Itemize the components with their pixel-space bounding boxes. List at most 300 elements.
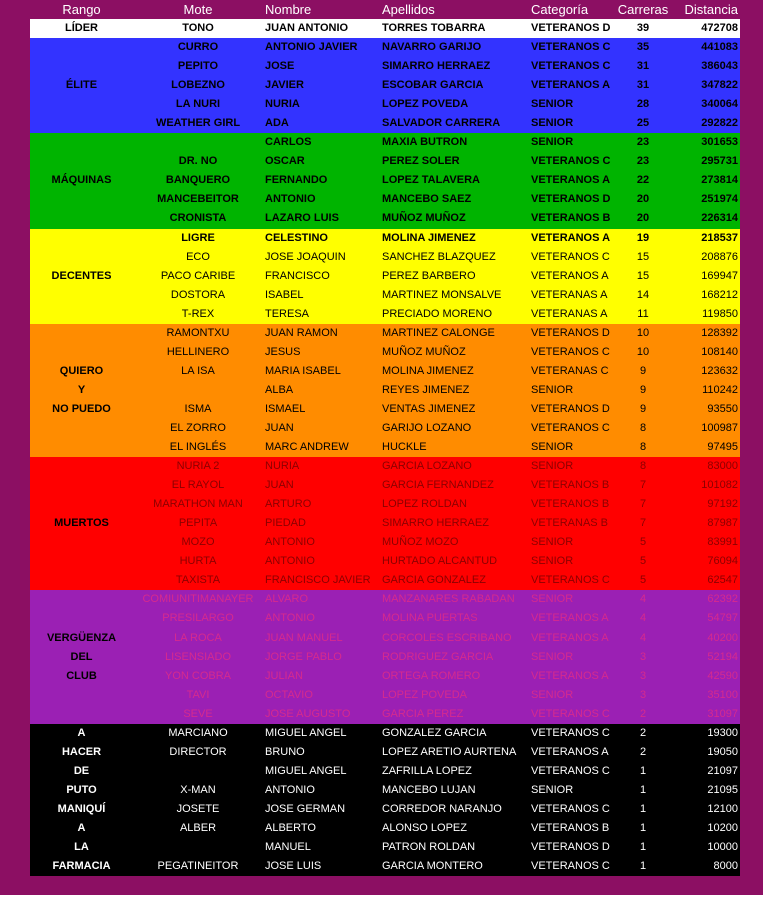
apellidos-cell: SIMARRO HERRAEZ — [382, 60, 491, 73]
nombre-cell: OSCAR — [265, 155, 305, 168]
rank-label: HACER — [61, 745, 102, 758]
nombre-cell: JUAN RAMON — [265, 326, 338, 339]
rank-label: MÁQUINAS — [51, 174, 112, 187]
table-row — [30, 95, 740, 114]
rank-group — [30, 590, 740, 723]
categoria-cell: SENIOR — [531, 593, 574, 606]
table-row — [30, 171, 740, 190]
mote-cell: PEPITO — [177, 60, 219, 73]
rank-label: ÉLITE — [65, 79, 98, 92]
mote-cell: MARATHON MAN — [153, 498, 243, 511]
apellidos-cell: ORTEGA ROMERO — [382, 669, 481, 682]
distancia-cell: 97192 — [707, 498, 738, 511]
nombre-cell: JORGE PABLO — [265, 650, 342, 663]
table-row — [30, 724, 740, 743]
apellidos-cell: SANCHEZ BLAZQUEZ — [382, 250, 496, 263]
table-row — [30, 362, 740, 381]
distancia-cell: 226314 — [701, 212, 738, 225]
apellidos-cell: PATRON ROLDAN — [382, 841, 476, 854]
mote-cell: PRESILARGO — [162, 612, 234, 625]
nombre-cell: MARC ANDREW — [265, 441, 349, 454]
mote-cell: LA NURI — [175, 98, 221, 111]
table-row — [30, 667, 740, 686]
categoria-cell: VETERANOS A — [531, 669, 609, 682]
categoria-cell: VETERANOS B — [531, 498, 610, 511]
distancia-cell: 87987 — [707, 517, 738, 530]
carreras-cell: 3 — [639, 669, 647, 682]
categoria-cell: SENIOR — [531, 98, 574, 111]
distancia-cell: 123632 — [701, 364, 738, 377]
rank-label: MANIQUÍ — [57, 802, 106, 815]
apellidos-cell: ZAFRILLA LOPEZ — [382, 764, 472, 777]
table-row — [30, 590, 740, 609]
mote-cell: MARCIANO — [168, 726, 228, 739]
nombre-cell: ADA — [265, 117, 289, 130]
mote-cell: EL ZORRO — [170, 421, 226, 434]
distancia-cell: 62547 — [707, 574, 738, 587]
header-nombre: Nombre — [265, 2, 312, 17]
apellidos-cell: GARCIA MONTERO — [382, 860, 483, 873]
carreras-cell: 31 — [636, 79, 650, 92]
rank-label: A — [77, 822, 86, 835]
carreras-cell: 9 — [639, 364, 647, 377]
nombre-cell: ISABEL — [265, 288, 304, 301]
mote-cell: TAVI — [186, 688, 210, 701]
rank-label: LÍDER — [65, 22, 98, 34]
apellidos-cell: CORCOLES ESCRIBANO — [382, 631, 512, 644]
apellidos-cell: VENTAS JIMENEZ — [382, 402, 476, 415]
rank-group — [30, 133, 740, 228]
apellidos-cell: MOLINA JIMENEZ — [382, 364, 474, 377]
nombre-cell: JUAN — [265, 421, 294, 434]
apellidos-cell: MARTINEZ CALONGE — [382, 326, 495, 339]
rank-label: A — [77, 726, 86, 739]
apellidos-cell: GARCIA PEREZ — [382, 707, 464, 720]
apellidos-cell: GARIJO LOZANO — [382, 421, 472, 434]
categoria-cell: VETERANOS C — [531, 421, 610, 434]
mote-cell: JOSETE — [176, 802, 220, 815]
carreras-cell: 3 — [639, 688, 647, 701]
categoria-cell: SENIOR — [531, 136, 574, 149]
table-row — [30, 743, 740, 762]
categoria-cell: VETERANOS B — [531, 821, 610, 834]
distancia-cell: 218537 — [701, 231, 738, 244]
distancia-cell: 40200 — [707, 631, 738, 644]
rank-label: DEL — [70, 650, 93, 663]
categoria-cell: VETERANOS A — [531, 269, 609, 282]
mote-cell: DOSTORA — [170, 288, 226, 301]
nombre-cell: FERNANDO — [265, 174, 328, 187]
mote-cell: PEPITA — [178, 517, 218, 530]
nombre-cell: BRUNO — [265, 745, 305, 758]
apellidos-cell: GARCIA FERNANDEZ — [382, 479, 494, 492]
apellidos-cell: PEREZ BARBERO — [382, 269, 476, 282]
apellidos-cell: MUÑOZ MUÑOZ — [382, 345, 466, 358]
apellidos-cell: CORREDOR NARANJO — [382, 802, 502, 815]
distancia-cell: 19050 — [707, 745, 738, 758]
distancia-cell: 97495 — [707, 441, 738, 454]
categoria-cell: VETERANOS D — [531, 326, 610, 339]
table-row — [30, 286, 740, 305]
mote-cell: DIRECTOR — [169, 745, 227, 758]
carreras-cell: 28 — [636, 98, 650, 111]
nombre-cell: JESUS — [265, 345, 301, 358]
nombre-cell: ANTONIO — [265, 536, 315, 549]
distancia-cell: 472708 — [701, 22, 738, 34]
mote-cell: EL INGLÉS — [169, 441, 227, 454]
rank-label: LA — [74, 841, 89, 854]
distancia-cell: 62392 — [707, 593, 738, 606]
nombre-cell: CELESTINO — [265, 231, 328, 244]
distancia-cell: 10200 — [707, 821, 738, 834]
table-row — [30, 514, 740, 533]
table-row — [30, 19, 740, 38]
categoria-cell: VETERANAS B — [531, 517, 609, 530]
apellidos-cell: HUCKLE — [382, 441, 427, 454]
carreras-cell: 20 — [636, 193, 650, 206]
carreras-cell: 35 — [636, 41, 650, 54]
distancia-cell: 42590 — [707, 669, 738, 682]
rank-group — [30, 457, 740, 590]
apellidos-cell: MOLINA PUERTAS — [382, 612, 478, 625]
categoria-cell: VETERANAS C — [531, 364, 609, 377]
apellidos-cell: MANCEBO SAEZ — [382, 193, 472, 206]
carreras-cell: 7 — [639, 479, 647, 492]
table-row — [30, 152, 740, 171]
rank-group — [30, 229, 740, 324]
carreras-cell: 15 — [636, 269, 650, 282]
carreras-cell: 19 — [636, 231, 650, 244]
apellidos-cell: PEREZ SOLER — [382, 155, 460, 168]
table-row — [30, 305, 740, 324]
nombre-cell: ALVARO — [265, 593, 308, 606]
categoria-cell: SENIOR — [531, 536, 574, 549]
rank-label: CLUB — [66, 669, 97, 682]
table-row — [30, 629, 740, 648]
carreras-cell: 31 — [636, 60, 650, 73]
nombre-cell: ANTONIO JAVIER — [265, 41, 358, 54]
distancia-cell: 347822 — [701, 79, 738, 92]
mote-cell: LISENSIADO — [164, 650, 232, 663]
apellidos-cell: LOPEZ POVEDA — [382, 98, 469, 111]
nombre-cell: NURIA — [265, 460, 300, 473]
distancia-cell: 21095 — [707, 783, 738, 796]
table-row — [30, 57, 740, 76]
categoria-cell: SENIOR — [531, 460, 574, 473]
categoria-cell: VETERANOS C — [531, 345, 610, 358]
nombre-cell: JOSE GERMAN — [265, 802, 346, 815]
carreras-cell: 1 — [639, 821, 647, 834]
table-row — [30, 571, 740, 590]
distancia-cell: 93550 — [707, 402, 738, 415]
mote-cell: X-MAN — [180, 783, 216, 796]
table-row — [30, 419, 740, 438]
table-row — [30, 267, 740, 286]
mote-cell: LA ISA — [181, 364, 215, 377]
mote-cell: SEVE — [183, 707, 213, 720]
table-row — [30, 400, 740, 419]
table-row — [30, 686, 740, 705]
distancia-cell: 386043 — [701, 60, 738, 73]
distancia-cell: 31097 — [707, 707, 738, 720]
header-mote: Mote — [183, 2, 213, 17]
table-row — [30, 343, 740, 362]
mote-cell: PACO CARIBE — [160, 269, 236, 282]
nombre-cell: ARTURO — [265, 498, 312, 511]
apellidos-cell: LOPEZ ARETIO AURTENA — [382, 745, 517, 758]
categoria-cell: SENIOR — [531, 117, 574, 130]
nombre-cell: PIEDAD — [265, 517, 306, 530]
distancia-cell: 273814 — [701, 174, 738, 187]
nombre-cell: JULIAN — [265, 669, 303, 682]
rank-label: Y — [77, 383, 86, 396]
rank-label: NO PUEDO — [52, 402, 111, 415]
table-row — [30, 838, 740, 857]
nombre-cell: ANTONIO — [265, 783, 315, 796]
categoria-cell: SENIOR — [531, 688, 574, 701]
categoria-cell: VETERANOS A — [531, 631, 609, 644]
table-row — [30, 324, 740, 343]
categoria-cell: SENIOR — [531, 650, 574, 663]
categoria-cell: VETERANAS A — [531, 307, 608, 320]
carreras-cell: 2 — [639, 745, 647, 758]
categoria-cell: VETERANOS C — [531, 155, 611, 168]
mote-cell: HELLINERO — [166, 345, 230, 358]
nombre-cell: JAVIER — [265, 79, 304, 92]
carreras-cell: 10 — [636, 345, 650, 358]
distancia-cell: 340064 — [701, 98, 738, 111]
mote-cell: MANCEBEITOR — [157, 193, 239, 206]
categoria-cell: VETERANOS C — [531, 574, 610, 587]
table-row — [30, 209, 740, 228]
mote-cell: ALBER — [179, 821, 217, 834]
distancia-cell: 128392 — [701, 326, 738, 339]
carreras-cell: 1 — [639, 802, 647, 815]
categoria-cell: VETERANOS C — [531, 726, 610, 739]
nombre-cell: NURIA — [265, 98, 300, 111]
apellidos-cell: SALVADOR CARRERA — [382, 117, 501, 130]
categoria-cell: VETERANOS C — [531, 250, 610, 263]
carreras-cell: 22 — [636, 174, 650, 187]
apellidos-cell: LOPEZ POVEDA — [382, 688, 467, 701]
apellidos-cell: MANZANARES RABADAN — [382, 593, 515, 606]
mote-cell: PEGATINEITOR — [157, 860, 239, 873]
categoria-cell: VETERANOS A — [531, 231, 611, 244]
apellidos-cell: MUÑOZ MOZO — [382, 536, 459, 549]
table-row — [30, 648, 740, 667]
apellidos-cell: TORRES TOBARRA — [382, 22, 486, 34]
apellidos-cell: ESCOBAR GARCIA — [382, 79, 484, 92]
table-row — [30, 609, 740, 628]
apellidos-cell: REYES JIMENEZ — [382, 383, 470, 396]
nombre-cell: JOSE LUIS — [265, 860, 322, 873]
carreras-cell: 8 — [639, 460, 647, 473]
distancia-cell: 208876 — [701, 250, 738, 263]
apellidos-cell: GONZALEZ GARCIA — [382, 726, 487, 739]
mote-cell: YON COBRA — [164, 669, 231, 682]
nombre-cell: MIGUEL ANGEL — [265, 726, 347, 739]
apellidos-cell: GARCIA LOZANO — [382, 460, 472, 473]
distancia-cell: 10000 — [707, 841, 738, 854]
nombre-cell: JOSE AUGUSTO — [265, 707, 351, 720]
table-row — [30, 857, 740, 876]
categoria-cell: VETERANOS D — [531, 402, 610, 415]
carreras-cell: 9 — [639, 402, 647, 415]
carreras-cell: 4 — [639, 593, 647, 606]
rank-group — [30, 724, 740, 876]
mote-cell: ECO — [186, 250, 210, 263]
table-row — [30, 190, 740, 209]
carreras-cell: 1 — [639, 764, 647, 777]
carreras-cell: 5 — [639, 536, 647, 549]
distancia-cell: 169947 — [701, 269, 738, 282]
distancia-cell: 110242 — [702, 383, 738, 396]
distancia-cell: 83991 — [707, 536, 738, 549]
table-row — [30, 248, 740, 267]
carreras-cell: 15 — [636, 250, 650, 263]
categoria-cell: VETERANOS A — [531, 745, 609, 758]
rank-label: FARMACIA — [52, 860, 111, 873]
carreras-cell: 1 — [639, 860, 647, 873]
carreras-cell: 1 — [639, 783, 647, 796]
carreras-cell: 5 — [639, 555, 647, 568]
table-row — [30, 533, 740, 552]
mote-cell: WEATHER GIRL — [155, 117, 241, 130]
rank-label: DECENTES — [51, 269, 112, 282]
apellidos-cell: GARCIA GONZALEZ — [382, 574, 486, 587]
mote-cell: TAXISTA — [175, 574, 221, 587]
header-categoria: Categoría — [531, 2, 589, 17]
nombre-cell: ANTONIO — [265, 193, 316, 206]
carreras-cell: 39 — [636, 22, 650, 34]
nombre-cell: ALBERTO — [265, 821, 316, 834]
apellidos-cell: RODRIGUEZ GARCIA — [382, 650, 494, 663]
distancia-cell: 83000 — [707, 460, 738, 473]
nombre-cell: MIGUEL ANGEL — [265, 764, 347, 777]
apellidos-cell: MARTINEZ MONSALVE — [382, 288, 502, 301]
carreras-cell: 4 — [639, 631, 647, 644]
rank-group — [30, 38, 740, 133]
table-row — [30, 114, 740, 133]
mote-cell: ISMA — [184, 402, 212, 415]
table-row — [30, 229, 740, 248]
table-row — [30, 476, 740, 495]
distancia-cell: 292822 — [701, 117, 738, 130]
table-row — [30, 705, 740, 724]
mote-cell: TONO — [182, 22, 214, 34]
categoria-cell: SENIOR — [531, 783, 574, 796]
distancia-cell: 8000 — [713, 860, 738, 873]
categoria-cell: VETERANOS C — [531, 41, 611, 54]
apellidos-cell: MOLINA JIMENEZ — [382, 231, 476, 244]
rank-label: MUERTOS — [54, 517, 109, 530]
carreras-cell: 23 — [636, 155, 650, 168]
rank-label: PUTO — [66, 783, 97, 796]
mote-cell: NURIA 2 — [176, 460, 220, 473]
apellidos-cell: SIMARRO HERRAEZ — [382, 517, 489, 530]
mote-cell: BANQUERO — [165, 174, 231, 187]
nombre-cell: TERESA — [265, 307, 310, 320]
categoria-cell: SENIOR — [531, 555, 574, 568]
carreras-cell: 20 — [636, 212, 650, 225]
categoria-cell: VETERANOS C — [531, 764, 610, 777]
distancia-cell: 101082 — [701, 479, 738, 492]
distancia-cell: 108140 — [701, 345, 738, 358]
carreras-cell: 2 — [639, 726, 647, 739]
apellidos-cell: LOPEZ ROLDAN — [382, 498, 467, 511]
categoria-cell: VETERANOS C — [531, 707, 610, 720]
table-row — [30, 438, 740, 457]
apellidos-cell: HURTADO ALCANTUD — [382, 555, 498, 568]
table-row — [30, 457, 740, 476]
table-row — [30, 76, 740, 95]
rank-group — [30, 324, 740, 457]
carreras-cell: 10 — [636, 326, 650, 339]
categoria-cell: VETERANOS A — [531, 174, 611, 187]
carreras-cell: 9 — [639, 383, 647, 396]
distancia-cell: 52194 — [707, 650, 738, 663]
nombre-cell: JUAN MANUEL — [265, 631, 343, 644]
categoria-cell: VETERANOS B — [531, 212, 611, 225]
carreras-cell: 3 — [639, 650, 647, 663]
mote-cell: HURTA — [179, 555, 217, 568]
categoria-cell: VETERANOS D — [531, 22, 611, 34]
carreras-cell: 8 — [639, 421, 647, 434]
distancia-cell: 441083 — [701, 41, 738, 54]
mote-cell: LIGRE — [181, 231, 215, 244]
header-rango: Rango — [62, 2, 101, 17]
nombre-cell: LAZARO LUIS — [265, 212, 339, 225]
rank-label: DE — [73, 764, 90, 777]
header-distancia: Distancia — [684, 2, 738, 17]
apellidos-cell: LOPEZ TALAVERA — [382, 174, 480, 187]
table-header — [30, 0, 740, 19]
table-row — [30, 381, 740, 400]
nombre-cell: JUAN — [265, 479, 294, 492]
nombre-cell: ISMAEL — [265, 402, 306, 415]
distancia-cell: 251974 — [701, 193, 738, 206]
header-apellidos: Apellidos — [382, 2, 435, 17]
mote-cell: CRONISTA — [169, 212, 227, 225]
distancia-cell: 54797 — [707, 612, 738, 625]
table-row — [30, 819, 740, 838]
table-row — [30, 781, 740, 800]
mote-cell: T-REX — [181, 307, 215, 320]
nombre-cell: FRANCISCO — [265, 269, 330, 282]
nombre-cell: JOSE — [265, 60, 295, 73]
categoria-cell: VETERANOS D — [531, 841, 610, 854]
distancia-cell: 21097 — [707, 764, 738, 777]
distancia-cell: 19300 — [707, 726, 738, 739]
categoria-cell: VETERANOS B — [531, 479, 610, 492]
rank-label: QUIERO — [59, 364, 104, 377]
apellidos-cell: PRECIADO MORENO — [382, 307, 493, 320]
mote-cell: COMIUNITIMANAYER — [142, 593, 254, 606]
distancia-cell: 119850 — [702, 307, 738, 320]
apellidos-cell: NAVARRO GARIJO — [382, 41, 482, 54]
categoria-cell: VETERANAS A — [531, 288, 608, 301]
categoria-cell: VETERANOS C — [531, 802, 610, 815]
mote-cell: CURRO — [177, 41, 219, 54]
nombre-cell: FRANCISCO JAVIER — [265, 574, 371, 587]
carreras-cell: 8 — [639, 441, 647, 454]
nombre-cell: ANTONIO — [265, 612, 315, 625]
nombre-cell: MANUEL — [265, 841, 311, 854]
nombre-cell: MARIA ISABEL — [265, 364, 341, 377]
nombre-cell: OCTAVIO — [265, 688, 313, 701]
categoria-cell: VETERANOS A — [531, 79, 611, 92]
mote-cell: DR. NO — [178, 155, 218, 168]
